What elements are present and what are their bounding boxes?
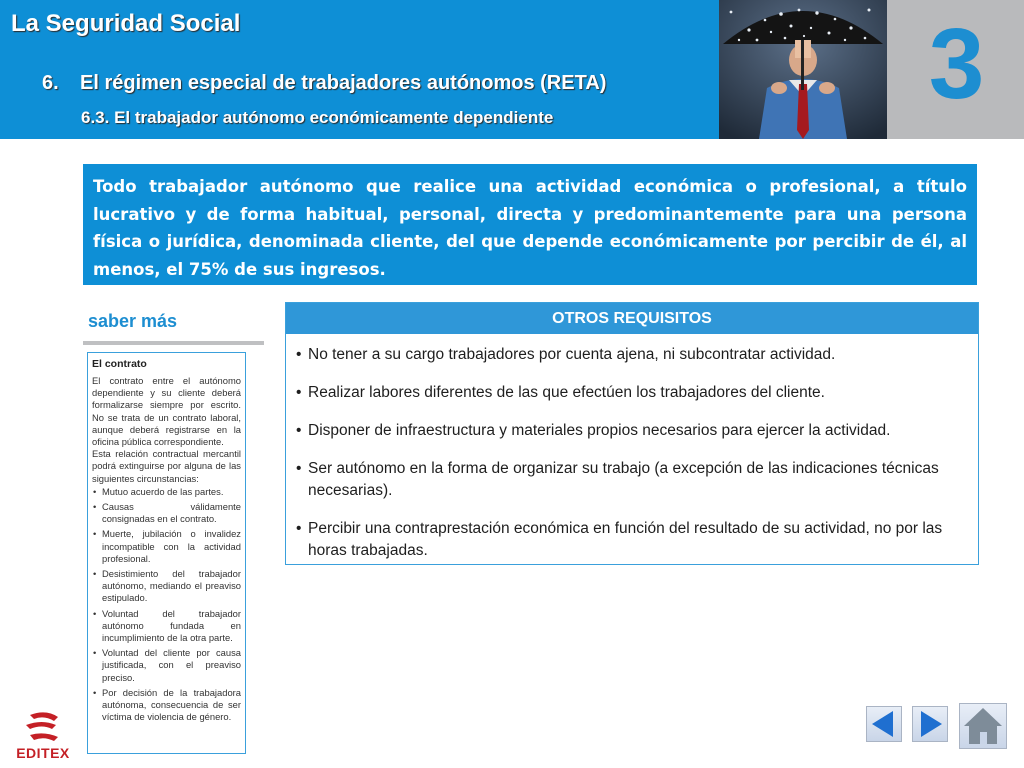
contract-paragraph-1: El contrato entre el autónomo dependiente y su cliente deberá formalizarse siempre por escrito. No se trata de un contrato laboral, aunque deberá registrarse en la oficina pública correspondiente. (92, 375, 241, 448)
list-item: • Disponer de infraestructura y materiales propios necesarios para ejercer la actividad. (296, 420, 970, 442)
editex-logo-icon (8, 711, 78, 743)
contract-title: El contrato (92, 358, 147, 370)
list-item: • Voluntad del trabajador autónomo fundada en incumplimiento de la otra parte. (92, 608, 241, 645)
contract-list (92, 486, 241, 724)
list-item: • Percibir una contraprestación económica en función del resultado de su actividad, no por las horas trabajadas. (296, 518, 970, 562)
saber-mas-label: saber más (88, 311, 178, 331)
list-item: • Mutuo acuerdo de las partes. (92, 486, 241, 498)
list-item: • Por decisión de la trabajadora autónoma, consecuencia de ser víctima de violencia de género. (92, 687, 241, 724)
home-icon (960, 704, 1006, 748)
list-item: • Desistimiento del trabajador autónomo, mediando el preaviso estipulado. (92, 568, 241, 605)
section-number: 6. (42, 72, 59, 94)
contract-paragraph-2: Esta relación contractual mercantil podrá extinguirse por alguna de las siguientes circunstancias: (92, 448, 241, 484)
definition-box (83, 164, 977, 285)
list-item: • Causas válidamente consignadas en el contrato. (92, 501, 241, 525)
list-item: • Ser autónomo en la forma de organizar su trabajo (a excepción de las indicaciones técnicas necesarias). (296, 458, 970, 502)
list-item: • Voluntad del cliente por causa justificada, con el preaviso preciso. (92, 647, 241, 684)
requirements-table (285, 302, 979, 565)
man-umbrella-photo (719, 0, 887, 139)
section-title (42, 72, 606, 95)
photo-illustration (719, 0, 887, 139)
home-button[interactable] (959, 703, 1007, 749)
contract-box (87, 352, 246, 754)
list-item: • No tener a su cargo trabajadores por cuenta ajena, ni subcontratar actividad. (296, 344, 970, 366)
list-item: • Realizar labores diferentes de las que efectúen los trabajadores del cliente. (296, 382, 970, 404)
chapter-badge (887, 0, 1024, 139)
subsection-title: 6.3. El trabajador autónomo económicamente dependiente (81, 108, 554, 127)
section-title-text: El régimen especial de trabajadores autónomos (RETA) (80, 72, 607, 94)
arrow-right-icon (913, 707, 947, 741)
requirements-title: OTROS REQUISITOS (286, 303, 978, 334)
next-button[interactable] (912, 706, 948, 742)
list-item: • Muerte, jubilación o invalidez incompatible con la actividad profesional. (92, 528, 241, 565)
previous-button[interactable] (866, 706, 902, 742)
editex-logo (8, 711, 78, 761)
saber-mas-divider (83, 341, 264, 345)
header-bar (0, 0, 1024, 139)
requirements-list (286, 334, 978, 562)
chapter-number: 3 (928, 8, 983, 120)
app-title: La Seguridad Social (11, 10, 241, 37)
arrow-left-icon (867, 707, 901, 741)
editex-logo-text: EDITEX (16, 745, 70, 761)
definition-text: Todo trabajador autónomo que realice una actividad económica o profesional, a título lucrativo y de forma habitual, personal, directa y predominantemente para una persona física o jurídica, denominada cliente, del que depende económicamente por percibir de él, al menos, el 75% de sus ingresos. (93, 177, 967, 279)
